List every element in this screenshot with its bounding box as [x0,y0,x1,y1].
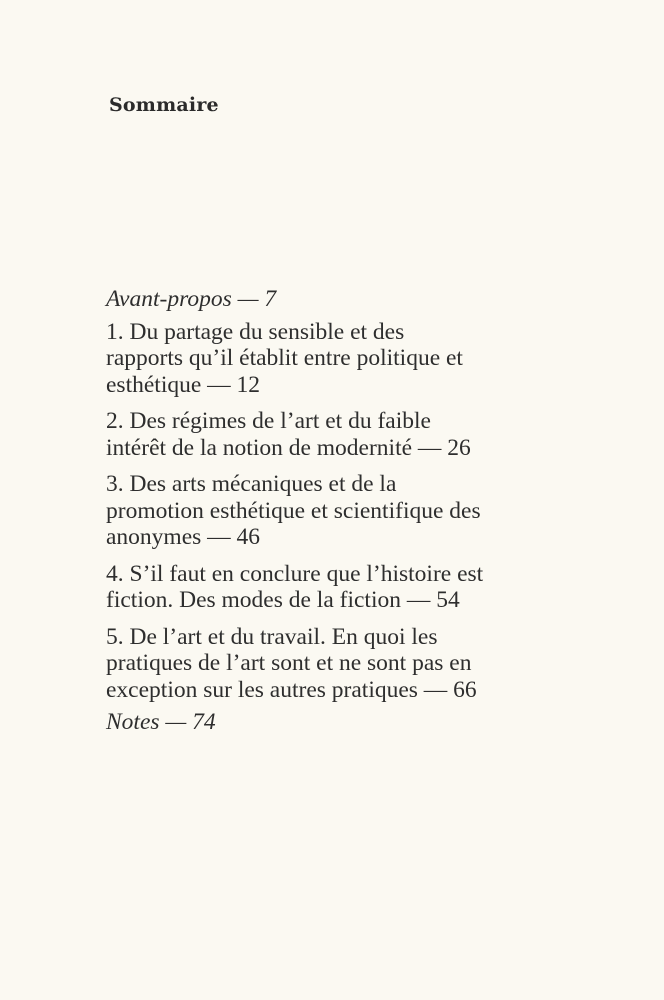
toc-entry-chapter-3 [106,471,606,551]
page-title: Sommaire [109,94,219,116]
toc-entry-line: 4. S’il faut en conclure que l’histoire est [106,560,484,587]
toc-entry-line: fiction. Des modes de la fiction — 54 [106,587,460,613]
toc-entry-chapter-5 [106,624,606,704]
toc-entry-line: Avant-propos — 7 [106,286,277,312]
toc-entry-line: 5. De l’art et du travail. En quoi les [106,623,438,650]
toc-entry-line: 2. Des régimes de l’art et du faible [106,408,431,434]
toc-entry-chapter-4 [106,561,606,614]
toc-entry-chapter-1 [106,319,606,399]
toc-entry-avant-propos [106,286,606,313]
toc-entry-line: pratiques de l’art sont et ne sont pas en [106,650,472,676]
toc-entry-line: intérêt de la notion de modernité — 26 [106,434,471,461]
toc-entry-chapter-2 [106,408,606,461]
toc-entry-notes [106,709,606,736]
toc-entry-line: anonymes — 46 [106,524,261,550]
toc-entry-line: 1. Du partage du sensible et des [106,318,405,345]
toc-entry-line: rapports qu’il établit entre politique et [106,345,463,371]
toc-entry-line: 3. Des arts mécaniques et de la [106,471,397,497]
table-of-contents [106,286,606,746]
toc-entry-line: exception sur les autres pratiques — 66 [106,676,477,703]
toc-entry-line: promotion esthétique et scientifique des [106,497,481,524]
toc-entry-line: Notes — 74 [106,709,216,735]
toc-entry-line: esthétique — 12 [106,371,261,398]
